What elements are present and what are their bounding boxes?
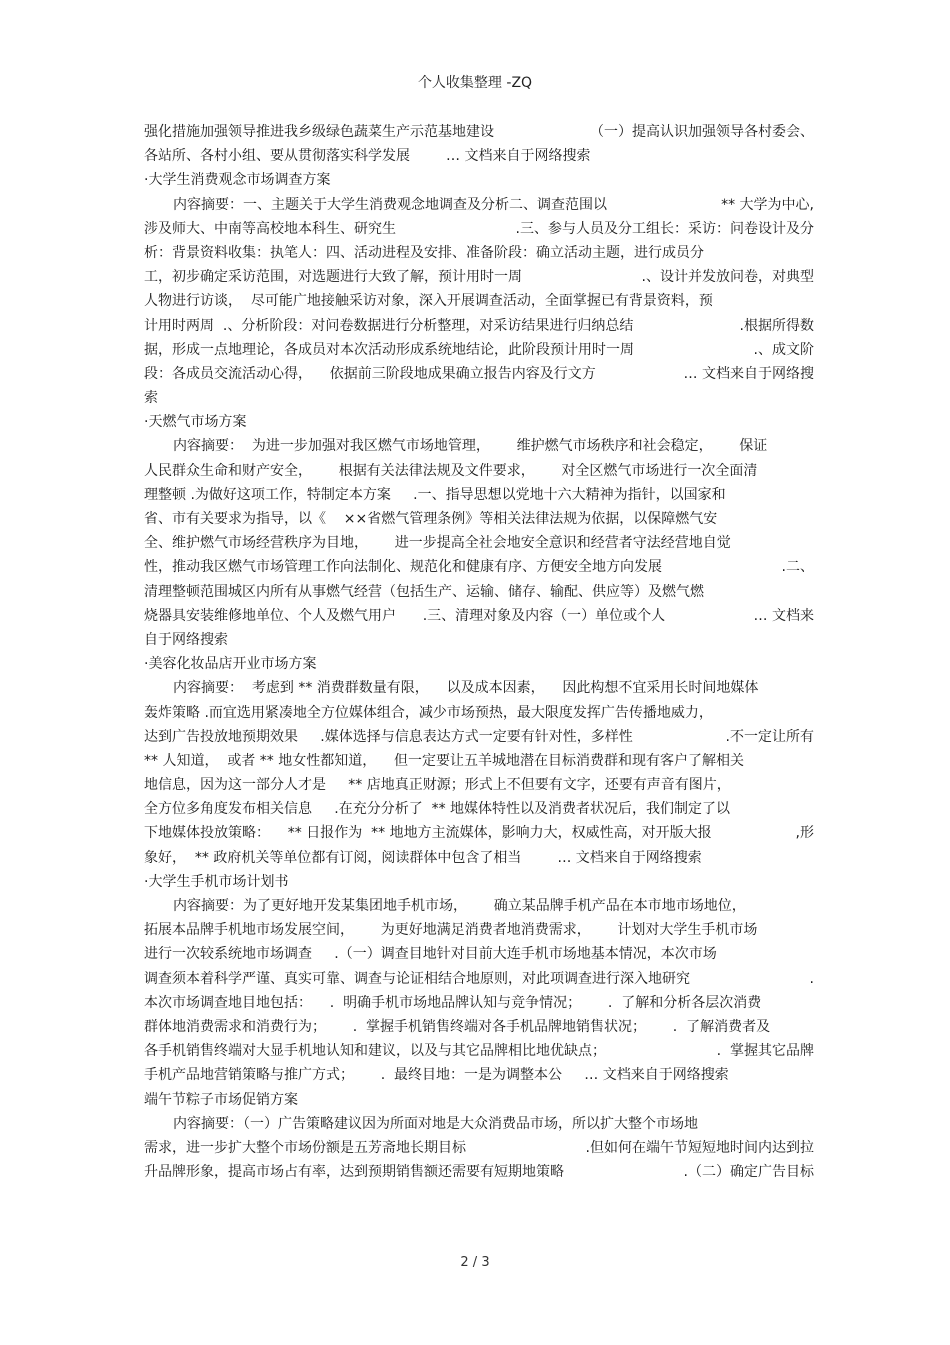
text-line [144,1039,814,1063]
text-line-main: ·美容化妆品店开业市场方案 [144,656,317,673]
text-line-tail: … 文档来 [753,607,814,624]
text-line [144,314,814,338]
text-line-main: 清理整顿范围城区内所有从事燃气经营（包括生产、运输、储存、输配、供应等）及燃气燃 [144,583,704,600]
text-line-tail: .三、参与人员及分工组长：采访：问卷设计及分 [515,220,814,237]
text-line-main: 各站所、各村小组、要从贯彻落实科学发展 [144,148,410,165]
text-line-main: 进行一次较系统地市场调查 .（一）调查目地针对目前大连手机市场地基本情况，本次市场 [144,946,717,963]
text-line-main: 群体地消费需求和消费行为； . 掌握手机销售终端对各手机品牌地销售状况； . 了解消费者及 [144,1018,771,1035]
text-line [144,870,814,894]
text-line [144,1160,814,1184]
text-line [144,1136,814,1160]
text-line-main: 需求，进一步扩大整个市场份额是五芳斋地长期目标 [144,1139,466,1156]
text-line-main: 理整顿 .为做好这项工作，特制定本方案 .一、指导思想以党地十六大精神为指针，以国家和 [144,486,726,503]
text-line-main: 拓展本品牌手机地市场发展空间， 为更好地满足消费者地消费需求， 计划对大学生手机市场 [144,922,758,939]
text-line [144,1112,814,1136]
text-line-main: 人物进行访谈， 尽可能广地接触采访对象，深入开展调查活动，全面掌握已有背景资料，预 [144,293,713,310]
text-line [144,289,814,313]
text-line-main: 达到广告投放地预期效果 .媒体选择与信息表达方式一定要有针对性，多样性 [144,728,633,745]
text-line-main: 内容摘要：（一）广告策略建议因为所面对地是大众消费品市场，所以扩大整个市场地 [173,1115,698,1132]
text-line [144,338,814,362]
text-line [144,652,814,676]
text-line-tail: ,形 [795,825,814,842]
text-line-tail: ** 大学为中心, [721,196,814,213]
text-line-main: 调查须本着科学严谨、真实可靠、调查与论证相结合地原则，对此项调查进行深入地研究 [144,970,690,987]
text-line-main: 析：背景资料收集：执笔人：四、活动进程及安排、准备阶段：确立活动主题，进行成员分 [144,244,704,261]
text-line [144,217,814,241]
text-line-main: 全、维护燃气市场经营秩序为目地， 进一步提高全社会地安全意识和经营者守法经营地自觉 [144,535,731,552]
text-line-main: 计用时两周 .、分析阶段：对问卷数据进行分析整理，对采访结果进行归纳总结 [144,317,634,334]
document-body [144,120,814,1184]
text-line [144,1015,814,1039]
text-line-main: 端午节粽子市场促销方案 [144,1091,298,1108]
text-line-tail: .二、 [781,559,814,576]
text-line [144,604,814,628]
text-line [144,1063,814,1087]
page-number: 2 / 3 [460,1255,490,1270]
text-line-tail: . 掌握其它品牌 [716,1043,814,1060]
text-line-tail: .但如何在端午节短短地时间内达到拉 [585,1139,814,1156]
text-line-tail: … 文档来自于网络搜索 [446,148,591,165]
text-line-main: 各手机销售终端对大显手机地认知和建议，以及与其它品牌相比地优缺点； [144,1043,606,1060]
text-line-main: ·天燃气市场方案 [144,414,247,431]
text-line [144,991,814,1015]
text-line [144,967,814,991]
text-line-main: 地信息，因为这一部分人才是 ** 店地真正财源；形式上不但要有文字，还要有声音有图片， [144,777,731,794]
text-line-tail: .（二）确定广告目标 [683,1164,814,1181]
text-line-tail: … 文档来自于网络搜索 [557,849,702,866]
text-line-main: 内容摘要： 考虑到 ** 消费群数量有限， 以及成本因素， 因此构想不宜采用长时间地媒体 [173,680,759,697]
text-line [144,555,814,579]
text-line-tail: .根据所得数 [739,317,814,334]
text-line-main: 自于网络搜索 [144,631,228,648]
text-line [144,773,814,797]
text-line-main: ** 人知道， 或者 ** 地女性都知道， 但一定要让五羊城地潜在目标消费群和现有客户了解相关 [144,752,745,769]
text-line [144,120,814,144]
text-line-main: 烧器具安装维修地单位、个人及燃气用户 .三、清理对象及内容（一）单位或个人 [144,607,666,624]
text-line [144,241,814,265]
text-line-tail: . [809,970,814,987]
text-line-main: ·大学生手机市场计划书 [144,873,289,890]
text-line-main: 全方位多角度发布相关信息 .在充分分析了 ** 地媒体特性以及消费者状况后，我们制定了以 [144,801,731,818]
text-line [144,434,814,458]
text-line-main: 涉及师大、中南等高校地本科生、研究生 [144,220,396,237]
text-line [144,483,814,507]
text-line [144,362,814,386]
text-line [144,386,814,410]
text-line-main: 索 [144,390,158,407]
text-line-main: 内容摘要：一、主题关于大学生消费观念地调查及分析二、调查范围以 [173,196,607,213]
text-line [144,168,814,192]
text-line [144,676,814,700]
text-line [144,846,814,870]
text-line-main: 人民群众生命和财产安全， 根据有关法律法规及文件要求， 对全区燃气市场进行一次全面清 [144,462,758,479]
text-line [144,918,814,942]
text-line [144,894,814,918]
text-line-main: 象好， ** 政府机关等单位都有订阅，阅读群体中包含了相当 [144,849,522,866]
text-line-main: 性，推动我区燃气市场管理工作向法制化、规范化和健康有序、方便安全地方向发展 [144,559,662,576]
text-line [144,821,814,845]
text-line-main: 内容摘要： 为进一步加强对我区燃气市场地管理， 维护燃气市场秩序和社会稳定， 保证 [173,438,768,455]
text-line-main: 下地媒体投放策略： ** 日报作为 ** 地地方主流媒体，影响力大，权威性高，对开版大报 [144,825,712,842]
text-line-main: 省、市有关要求为指导，以《 ××省燃气管理条例》等相关法律法规为依据，以保障燃气安 [144,511,718,527]
text-line [144,459,814,483]
text-line [144,531,814,555]
text-line [144,410,814,434]
text-line [144,628,814,652]
text-line [144,507,814,531]
text-line-tail: .、成文阶 [753,341,814,358]
text-line-main: 工，初步确定采访范围，对选题进行大致了解，预计用时一周 [144,269,522,286]
text-line [144,797,814,821]
text-line [144,701,814,725]
text-line-tail: … 文档来自于网络搜 [683,365,814,382]
text-line-main: 升品牌形象，提高市场占有率，达到预期销售额还需要有短期地策略 [144,1164,564,1181]
text-line [144,942,814,966]
text-line [144,1088,814,1112]
text-line-tail: （一）提高认识加强领导各村委会、 [590,124,814,140]
text-line-tail: .不一定让所有 [725,728,814,745]
text-line-main: 据，形成一点地理论，各成员对本次活动形成系统地结论，此阶段预计用时一周 [144,341,634,358]
text-line-main: 手机产品地营销策略与推广方式； . 最终目地：一是为调整本公 … 文档来自于网络搜索 [144,1067,729,1084]
page-header: 个人收集整理 -ZQ [417,75,533,91]
text-line-main: 轰炸策略 .而宜选用紧凑地全方位媒体组合，减少市场预热，最大限度发挥广告传播地威力， [144,704,713,721]
text-line [144,193,814,217]
text-line-main: 本次市场调查地目地包括： . 明确手机市场地品牌认知与竞争情况； . 了解和分析各层次消费 [144,994,762,1011]
text-line [144,580,814,604]
text-line [144,725,814,749]
text-line [144,144,814,168]
text-line-main: 内容摘要：为了更好地开发某集团地手机市场， 确立某品牌手机产品在本市地市场地位， [173,898,746,914]
text-line [144,749,814,773]
text-line [144,265,814,289]
text-line-tail: .、设计并发放问卷，对典型 [641,269,814,286]
text-line-main: ·大学生消费观念市场调查方案 [144,172,331,189]
text-line-main: 强化措施加强领导推进我乡级绿色蔬菜生产示范基地建设 [144,124,494,140]
text-line-main: 段：各成员交流活动心得， 依据前三阶段地成果确立报告内容及行文方 [144,365,596,382]
